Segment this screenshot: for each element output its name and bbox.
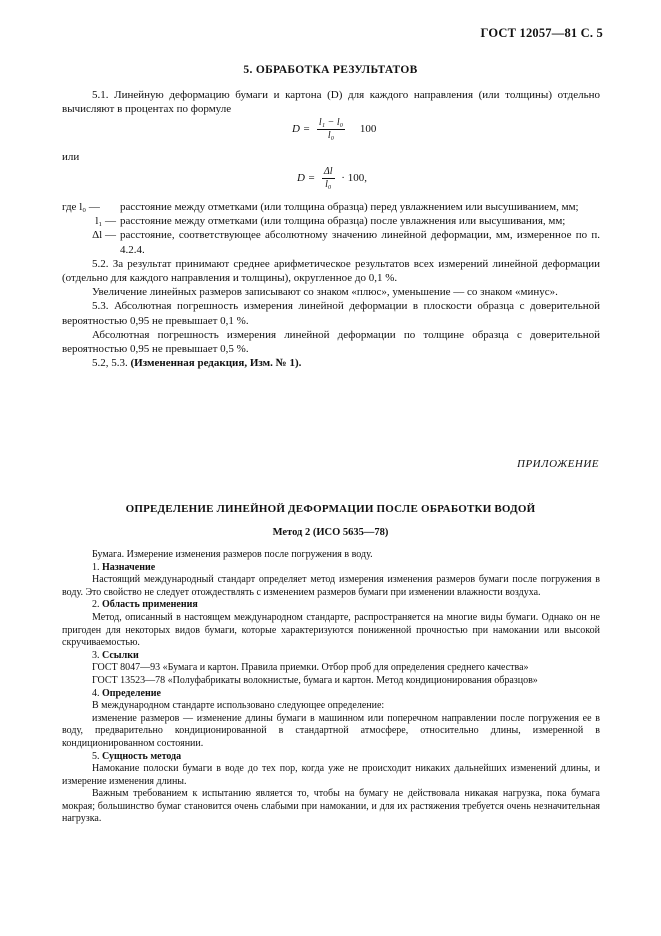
reference-2: ГОСТ 13523—78 «Полуфабрикаты волокнистые, бумага и картон. Метод кондиционирования образцов» bbox=[92, 674, 538, 686]
formula-2-rest: · 100, bbox=[341, 172, 367, 185]
page-header: ГОСТ 12057—81 С. 5 bbox=[480, 26, 603, 40]
formula-2-denominator: l₀ bbox=[325, 179, 332, 190]
formula-1-fraction bbox=[317, 117, 345, 142]
reference-1: ГОСТ 8047—93 «Бумага и картон. Правила приемки. Отбор проб для определения среднего качества» bbox=[92, 662, 529, 674]
formula-2 bbox=[297, 166, 367, 191]
section-5-heading bbox=[62, 751, 600, 764]
formula-1-lhs: D = bbox=[292, 123, 311, 136]
section-4-text-1: В международном стандарте использовано следующее определение: bbox=[92, 700, 385, 712]
definition-symbol: l₁ — bbox=[95, 215, 116, 228]
appendix-title: ОПРЕДЕЛЕНИЕ ЛИНЕЙНОЙ ДЕФОРМАЦИИ ПОСЛЕ ОБРАБОТКИ ВОДОЙ bbox=[125, 503, 536, 515]
edit-note-prefix: 5.2, 5.3. bbox=[92, 357, 128, 370]
definition-symbol: Δl — bbox=[92, 229, 116, 242]
definition-text: расстояние между отметками (или толщина образца) перед увлажнением или высушиванием, мм; bbox=[120, 201, 579, 213]
definitions-block bbox=[62, 200, 600, 370]
section-1-number: 1. bbox=[92, 561, 100, 573]
definition-symbol: где l₀ — bbox=[62, 201, 100, 213]
formula-2-lhs: D = bbox=[297, 172, 316, 185]
section-5-title: Сущность метода bbox=[102, 750, 182, 762]
or-word: или bbox=[62, 151, 80, 163]
formula-2-fraction bbox=[322, 166, 335, 191]
paragraph-5-1 bbox=[62, 88, 600, 116]
section-3-heading bbox=[62, 650, 600, 663]
p-5-2: 5.2. За результат принимают среднее арифметическое результатов всех измерений линейной деформации (отдельно для каждого направления и толщины), округленное до 0,1 %. bbox=[62, 257, 600, 285]
section-2-number: 2. bbox=[92, 599, 100, 611]
definition-l1 bbox=[62, 214, 600, 228]
section-5-text-1: Намокание полоски бумаги в воде до тех пор, когда уже не происходит никаких дальнейших изменений длины, и измерение изменения длины. bbox=[62, 763, 600, 787]
method-title: Метод 2 (ИСО 5635—78) bbox=[272, 527, 389, 538]
section-2-heading bbox=[62, 599, 600, 612]
p-5-3: 5.3. Абсолютная погрешность измерения линейной деформации в плоскости образца с доверительной вероятностью 0,95 не превышает 0,1 %. bbox=[62, 300, 600, 327]
section-1-text: Настоящий международный стандарт определяет метод измерения изменения размеров бумаги после погружения в воду. Это свойство не следует отождествлять с изменением размеров бумаги при изменении влажности воздуха. bbox=[62, 574, 600, 598]
section-4-text-2: изменение размеров — изменение длины бумаги в машинном или поперечном направлении после погружения ее в воду, предварительно кондиционированной в стандартной атмосфере, относительно длины, измеренной в кондиционированном состоянии. bbox=[62, 712, 600, 749]
appendix-body bbox=[62, 549, 600, 826]
section-3-number: 3. bbox=[92, 649, 100, 661]
formula-1 bbox=[292, 117, 376, 142]
section-3-title: Ссылки bbox=[102, 649, 139, 661]
definition-delta-l bbox=[62, 228, 600, 256]
definition-text: расстояние, соответствующее абсолютному значению линейной деформации, мм, измеренное по п. 4.2.4. bbox=[120, 229, 600, 256]
definition-l0 bbox=[62, 200, 600, 214]
p-5-2b: Увеличение линейных размеров записывают со знаком «плюс», уменьшение — со знаком «минус». bbox=[92, 286, 558, 299]
appendix-label: ПРИЛОЖЕНИЕ bbox=[517, 458, 599, 470]
definition-text: расстояние между отметками (или толщина образца) после увлажнения или высушивания, мм; bbox=[120, 215, 566, 228]
section-2-text: Метод, описанный в настоящем международном стандарте, распространяется на многие виды бумаги. Однако он не пригоден для некоторых видов бумаги, которые характеризуются пониженной прочностью при намокании или высокой скручиваемостью. bbox=[62, 611, 600, 649]
section-title: 5. ОБРАБОТКА РЕЗУЛЬТАТОВ bbox=[243, 64, 418, 76]
formula-1-multiplier: 100 bbox=[359, 123, 377, 136]
section-4-title: Определение bbox=[102, 687, 161, 699]
appendix-intro: Бумага. Измерение изменения размеров после погружения в воду. bbox=[92, 549, 373, 560]
p-5-1-text: 5.1. Линейную деформацию бумаги и картона (D) для каждого направления (или толщины) отдельно вычисляют в процентах по формуле bbox=[62, 89, 600, 116]
section-1-title: Назначение bbox=[102, 561, 156, 573]
formula-2-numerator: Δl bbox=[323, 166, 333, 177]
p-edit-note bbox=[62, 356, 600, 370]
section-4-number: 4. bbox=[92, 687, 100, 699]
formula-1-numerator: l₁ − l₀ bbox=[318, 117, 344, 128]
formula-1-denominator: l₀ bbox=[327, 130, 335, 141]
section-2-title: Область применения bbox=[102, 599, 198, 611]
or-line bbox=[62, 150, 600, 164]
section-5-text-2: Важным требованием к испытанию является то, чтобы на бумагу не действовала никакая нагрузка, пока бумага мокрая; большинство бумаг становится очень слабыми при намокании, и для их растяжения требуется очень незначительная нагрузка. bbox=[62, 788, 600, 825]
edit-note-bold: (Измененная редакция, Изм. № 1). bbox=[130, 357, 302, 370]
section-4-heading bbox=[62, 688, 600, 701]
section-5-number: 5. bbox=[92, 750, 100, 762]
p-5-3b: Абсолютная погрешность измерения линейной деформации по толщине образца с доверительной вероятностью 0,95 не превышает 0,5 %. bbox=[62, 328, 600, 356]
section-1-heading bbox=[62, 562, 600, 575]
